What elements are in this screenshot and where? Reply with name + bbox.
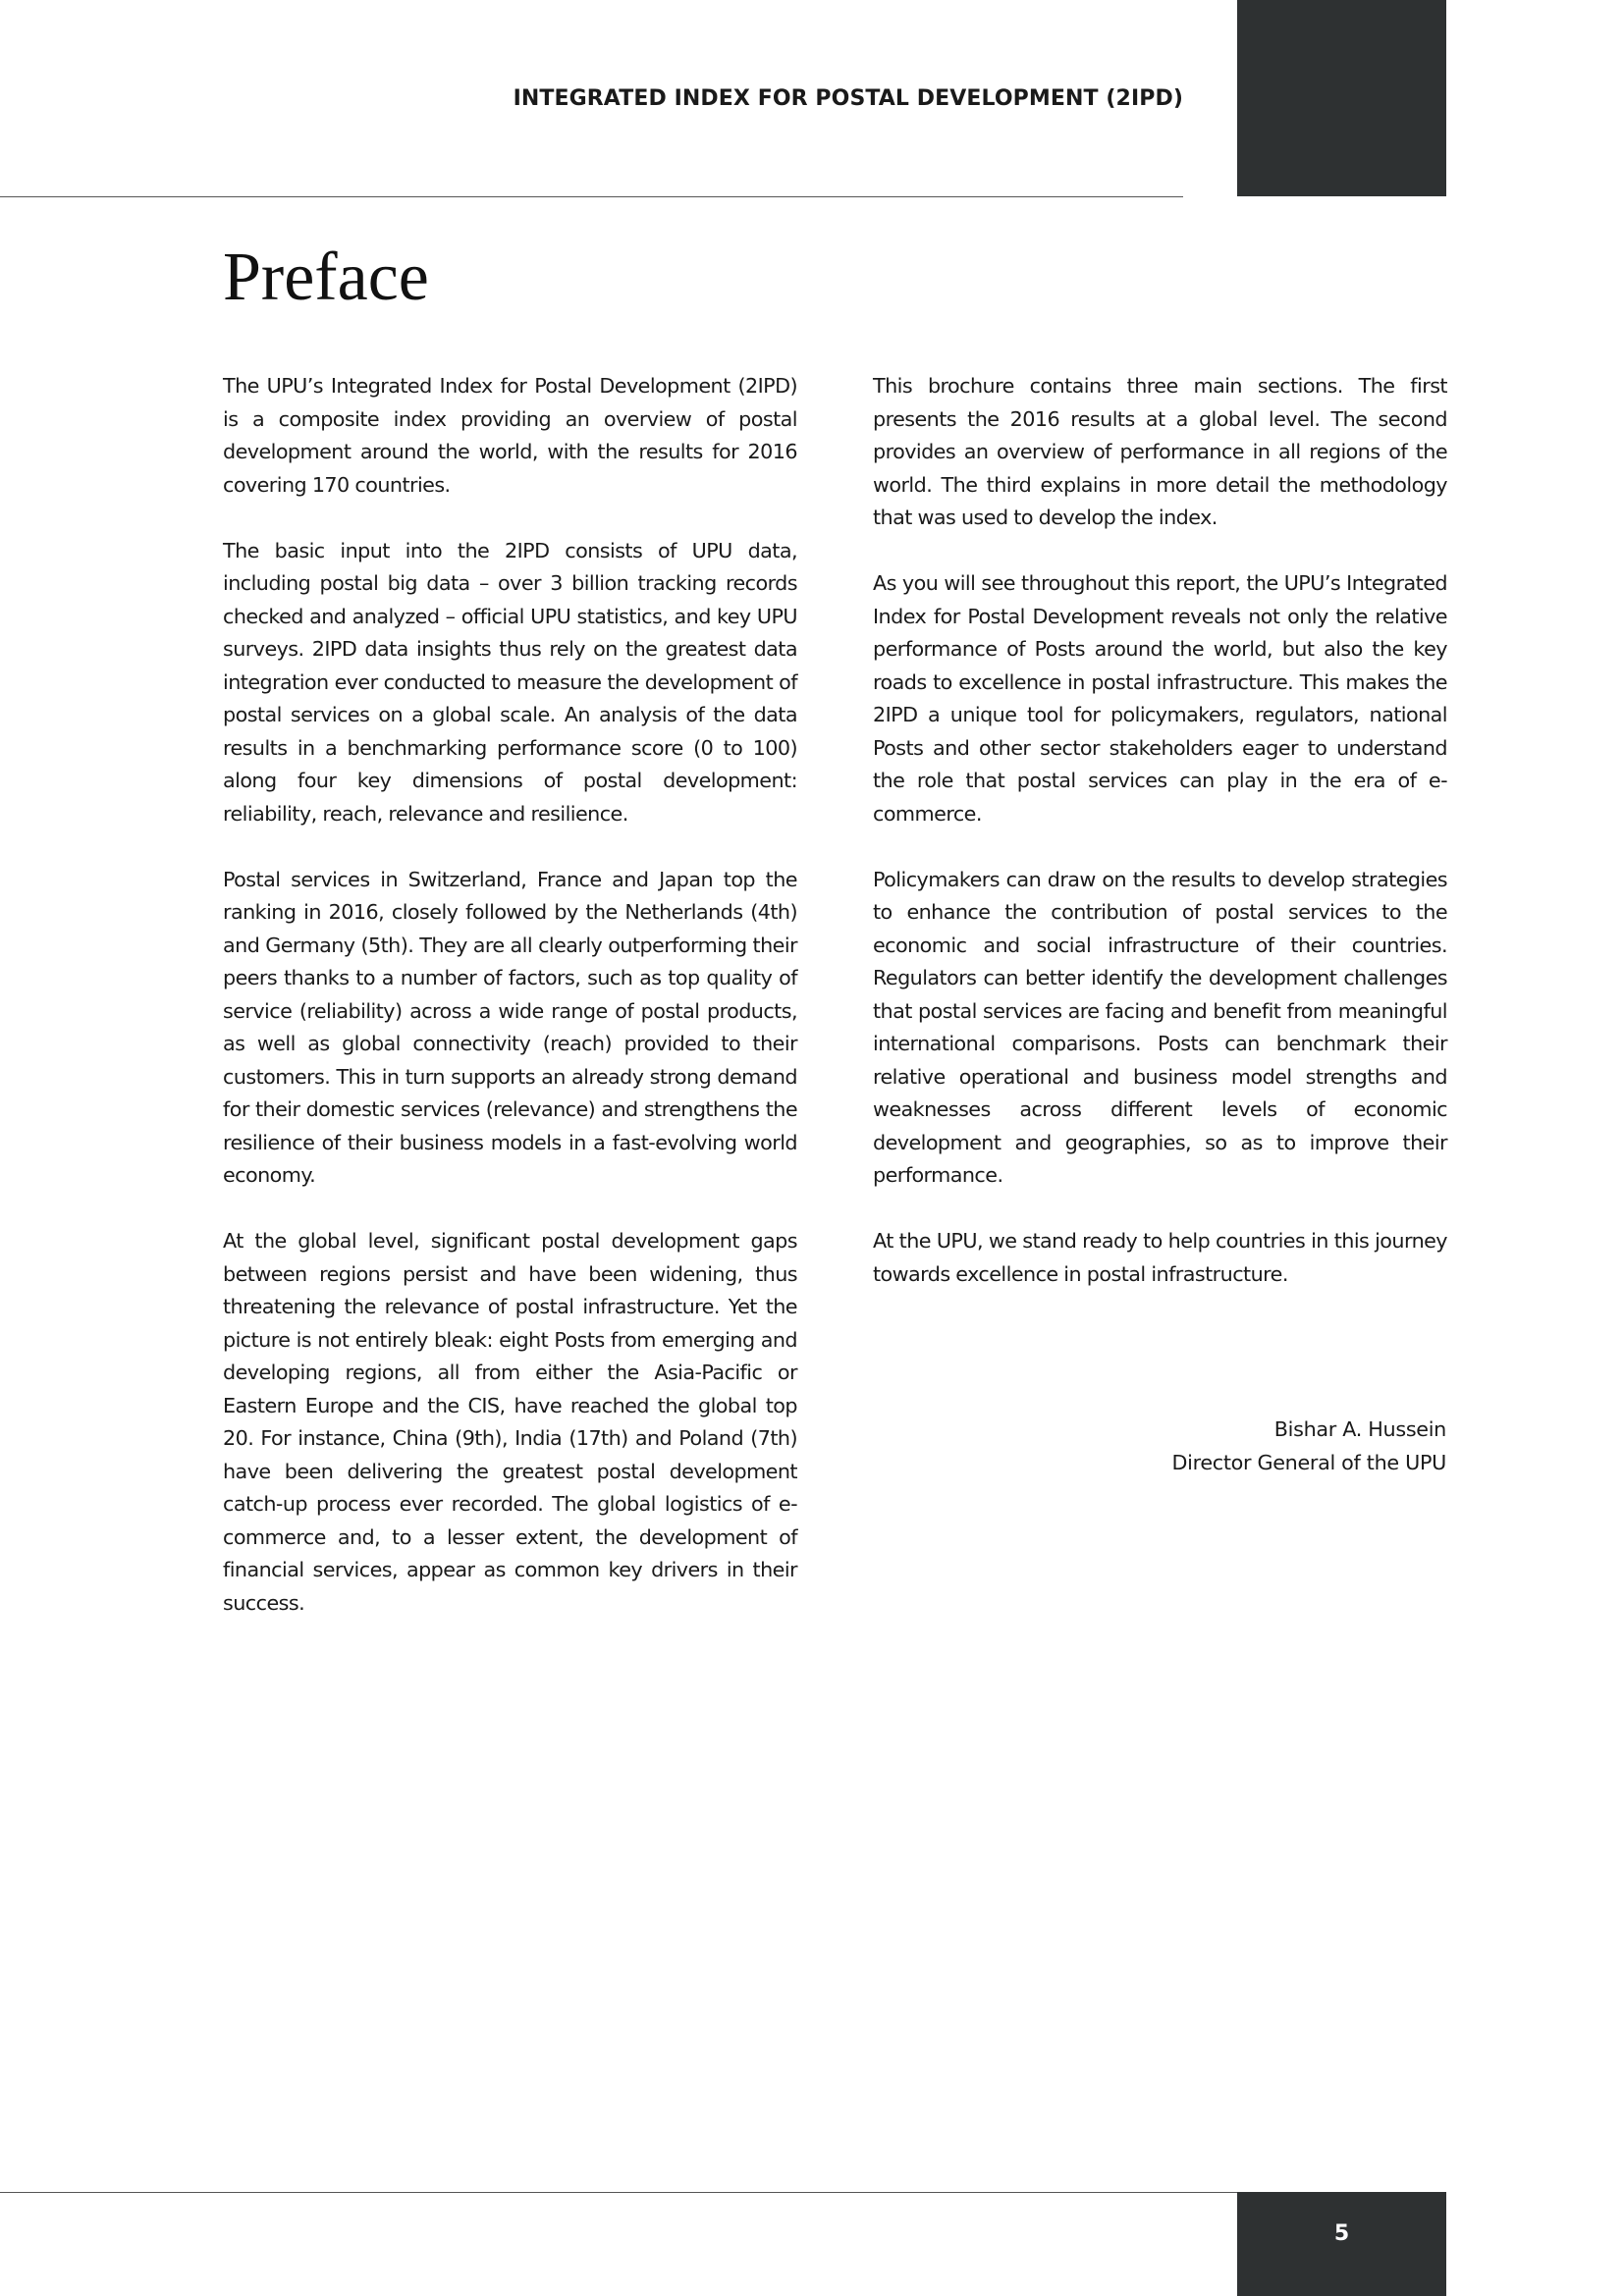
signatory-name: Bishar A. Hussein	[1273, 1417, 1446, 1441]
paragraph: The UPU’s Integrated Index for Postal Development (2IPD) is a composite index providing an overview of postal development around the world, with the results for 2016 covering 170 countries.	[223, 374, 797, 497]
paragraph: Postal services in Switzerland, France and Japan top the ranking in 2016, closely followed by the Netherlands (4th) and Germany (5th). They are all clearly outperforming their peers thanks to a number of factors, such as top quality of service (reliability) across a wide range of postal products, as well as global connectivity (reach) provided to their customers. This in turn supports an already strong demand for their domestic services (relevance) and strengthens the resilience of their business models in a fast-evolving world economy.	[223, 867, 797, 1187]
paragraph: Policymakers can draw on the results to develop strategies to enhance the contribution of postal services to the economic and social infrastructure of their countries. Regulators can better identify the development challenges that postal services are facing and benefit from meaningful international comparisons. Posts can benchmark their relative operational and business model strengths and weaknesses across different levels of economic development and geographies, so as to improve their performance.	[873, 867, 1447, 1187]
header-divider	[0, 196, 1183, 197]
right-text-column	[873, 370, 1447, 1324]
header-tab-block	[1237, 0, 1446, 196]
paragraph: This brochure contains three main sections. The first presents the 2016 results at a global level. The second provides an overview of performance in all regions of the world. The third explains in more detail the methodology that was used to develop the index.	[873, 374, 1447, 529]
paragraph: At the global level, significant postal development gaps between regions persist and have been widening, thus threatening the relevance of postal infrastructure. Yet the picture is not entirely bleak: eight Posts from emerging and developing regions, all from either the Asia-Pacific or Eastern Europe and the CIS, have reached the global top 20. For instance, China (9th), India (17th) and Poland (7th) have been delivering the greatest postal development catch-up process ever recorded. The global logistics of e-commerce and, to a lesser extent, the development of financial services, appear as common key drivers in their success.	[223, 1229, 797, 1615]
signature-block	[1172, 1414, 1447, 1479]
footer-tab-block	[1237, 2192, 1446, 2296]
left-text-column	[223, 370, 797, 1653]
paragraph: As you will see throughout this report, the UPU’s Integrated Index for Postal Development reveals not only the relative performance of Posts around the world, but also the key roads to excellence in postal infrastructure. This makes the 2IPD a unique tool for policymakers, regulators, national Posts and other sector stakeholders eager to understand the role that postal services can play in the era of e-commerce.	[873, 571, 1447, 826]
signatory-role: Director General of the UPU	[1171, 1450, 1446, 1474]
running-header-title: INTEGRATED INDEX FOR POSTAL DEVELOPMENT (2IPD)	[513, 86, 1183, 111]
paragraph: The basic input into the 2IPD consists of UPU data, including postal big data – over 3 billion tracking records checked and analyzed – official UPU statistics, and key UPU surveys. 2IPD data insights thus rely on the greatest data integration ever conducted to measure the development of postal services on a global scale. An analysis of the data results in a benchmarking performance score (0 to 100) along four key dimensions of postal development: reliability, reach, relevance and resilience.	[223, 538, 797, 826]
footer-divider	[0, 2192, 1237, 2193]
paragraph: At the UPU, we stand ready to help countries in this journey towards excellence in postal infrastructure.	[873, 1229, 1447, 1286]
page-number: 5	[1333, 2221, 1350, 2246]
page-title: Preface	[223, 240, 429, 315]
